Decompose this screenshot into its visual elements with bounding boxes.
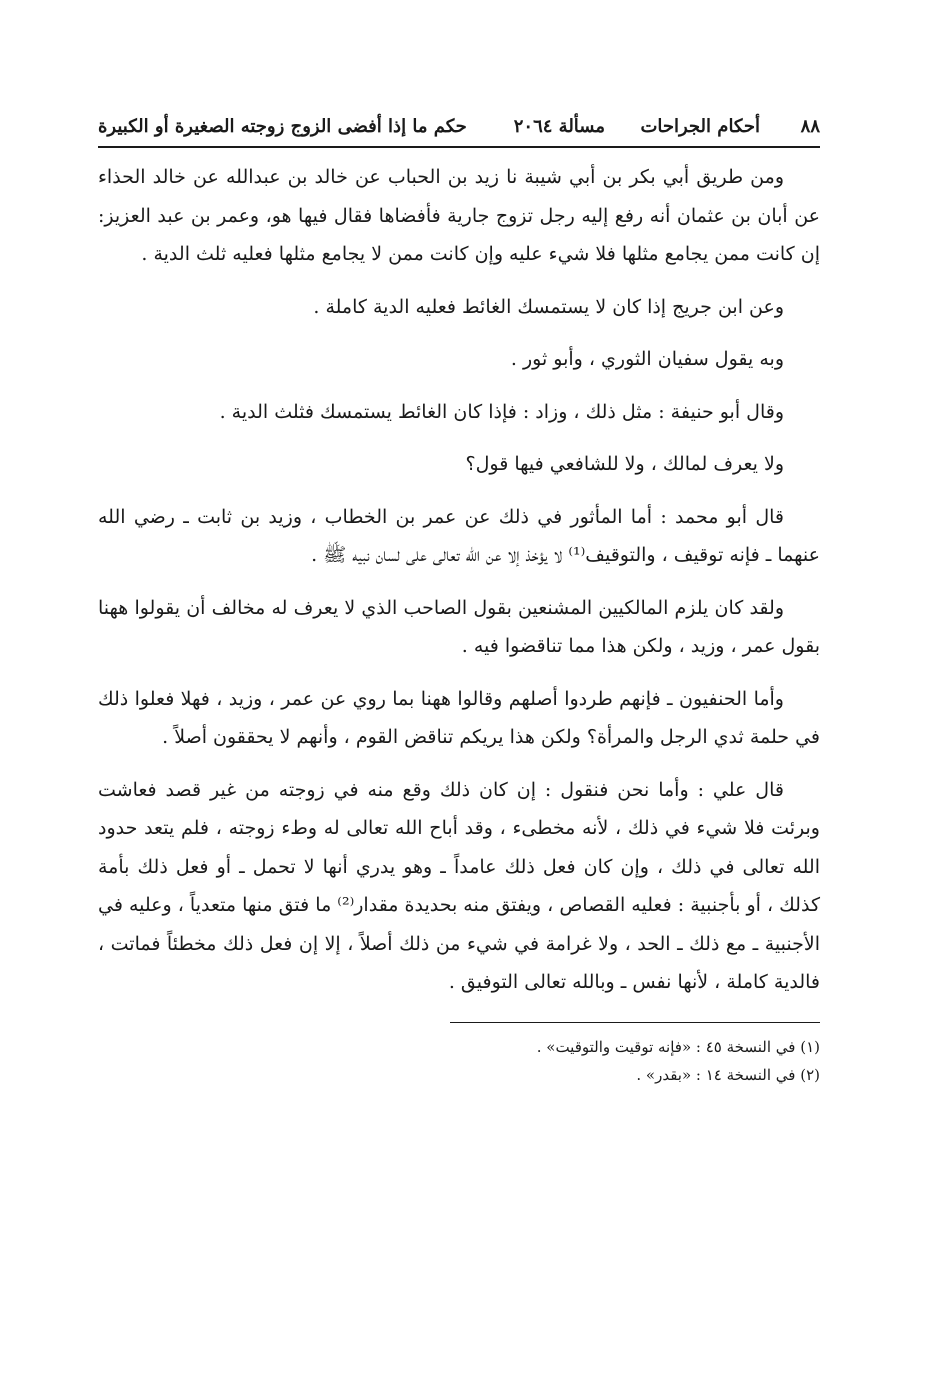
paragraph: وقال أبو حنيفة : مثل ذلك ، وزاد : فإذا كان الغائط يستمسك فثلث الدية . <box>219 400 784 423</box>
paragraph: ولقد كان يلزم المالكيين المشنعين بقول الصاحب الذي لا يعرف له مخالف أن يقولوا ههنا بقول عمر ، وزيد ، ولكن هذا مما تناقضوا فيه . <box>98 596 820 657</box>
document-page <box>98 108 820 1089</box>
body-text <box>98 158 820 1002</box>
paragraph: وعن ابن جريج إذا كان لا يستمسك الغائط فعليه الدية كاملة . <box>313 295 784 318</box>
paragraph: قال أبو محمد : أما المأثور في ذلك عن عمر بن الخطاب ، وزيد بن ثابت ـ رضي الله عنهما ـ فإنه توقيف ، والتوقيف⁽¹⁾ لا يؤخذ إلا عن الله تعالى على لسان نبيه ﷺ . <box>98 505 820 566</box>
paragraph: قال علي : وأما نحن فنقول : إن كان ذلك وقع منه في زوجته من غير قصد فعاشت وبرئت فلا شيء في ذلك ، لأنه مخطىء ، وقد أباح الله تعالى له وطء زوجته ، فلم يتعد حدود الله تعالى في ذلك ، وإن كان فعل ذلك عامداً ـ وهو يدري أنها لا تحمل ـ أو فعل ذلك بأمة كذلك ، أو بأجنبية : فعليه القصاص ، ويفتق منه بحديدة مقدار⁽²⁾ ما فتق منها متعدياً ، وعليه في الأجنبية ـ مع ذلك ـ الحد ، ولا غرامة في شيء من ذلك أصلاً ، إلا إن فعل ذلك مخطئاً فماتت ، فالدية كاملة ، لأنها نفس ـ وبالله تعالى التوفيق . <box>98 778 820 993</box>
paragraph: ولا يعرف لمالك ، ولا للشافعي فيها قول؟ <box>465 453 784 475</box>
book-title: أحكام الجراحات <box>640 116 760 137</box>
footnote: (٢) في النسخة ١٤ : «بقدر» . <box>636 1065 820 1084</box>
issue-number: مسألة ٢٠٦٤ <box>513 116 605 137</box>
paragraph: وبه يقول سفيان الثوري ، وأبو ثور . <box>510 348 784 370</box>
issue-title: حكم ما إذا أفضى الزوج زوجته الصغيرة أو الكبيرة <box>98 116 467 137</box>
paragraph: وأما الحنفيون ـ فإنهم طردوا أصلهم وقالوا ههنا بما روي عن عمر ، وزيد ، فهلا فعلوا ذلك في حلمة ثدي الرجل والمرأة؟ ولكن هذا يريكم تناقض القوم ، وأنهم لا يحققون أصلاً . <box>98 687 820 748</box>
page-number: ٨٨ <box>800 116 820 137</box>
footnote: (١) في النسخة ٤٥ : «فإنه توقيت والتوقيت» . <box>536 1037 820 1056</box>
footnotes <box>98 1033 820 1089</box>
paragraph: ومن طريق أبي بكر بن أبي شيبة نا زيد بن الحباب عن خالد بن عبدالله عن خالد الحذاء عن أبان بن عثمان أنه رفع إليه رجل تزوج جارية فأفضاها فقال فيها هو، وعمر بن عبد العزيز: إن كانت ممن يجامع مثلها فلا شيء عليه وإن كانت ممن لا يجامع مثلها فعليه ثلث الدية . <box>98 166 820 265</box>
page-header <box>98 108 820 148</box>
footnote-divider <box>450 1022 820 1023</box>
